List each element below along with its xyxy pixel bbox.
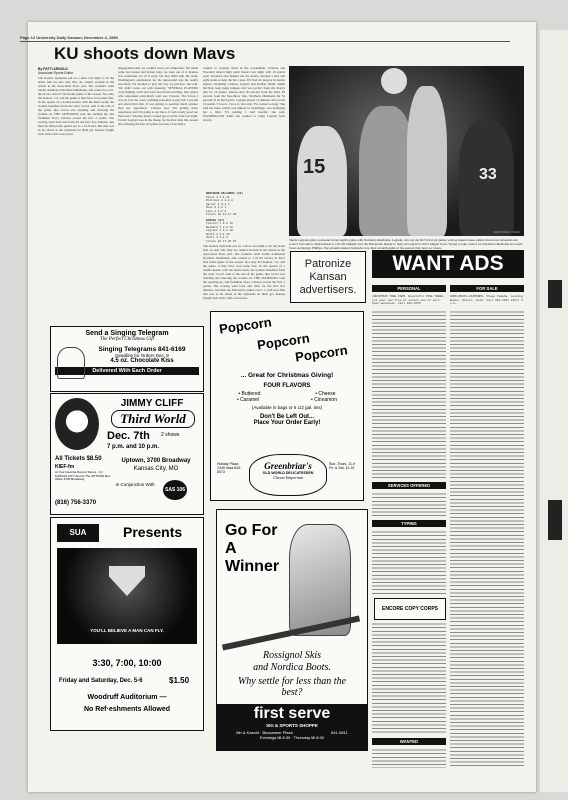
store-phone: 841-0811 xyxy=(331,730,348,735)
holiday-plaza: Holiday Plaza xyxy=(217,462,239,466)
ad-pitch: Why settle for less than the best? xyxy=(237,676,347,698)
telegram-phone: Singing Telegrams 841-6169 xyxy=(98,346,186,353)
box-score-row: Moss 3 1-2 7 xyxy=(206,206,227,209)
singer-illustration xyxy=(57,347,85,379)
box-score-row: Lane 2 2-3 6 xyxy=(206,209,227,213)
box-score-row: Smith 3 4-4 10 xyxy=(206,232,230,236)
show-venue: Woodruff Auditorium — xyxy=(87,694,167,701)
box-office-phone: (816) 756-3370 xyxy=(55,500,97,506)
article-column-1: The Kansas Jayhawks put on a show last night to let the home folk see just why they are ranked seventh in the nation in the Associated Press poll. The women's team totally dominated Northern Oklahoma, and coasted to a 97-49 victory in KU's first home game of the season. Not only did Kansas, 7-0, win the game, it may have won some fans. In the opener of a double-header with the men's team, the women benefited from the early crowd. And at the end of the game, that crowd was standing and cheering the women on. THE JAYHAWKS took the opening tip, and freshman Tracy Claxton scored the first 2 points. The scoring went back and forth for the first few minutes, and then the Mavericks pulled out to a 14-8 lead. But that was as far ahead as the Jayhawks let them get. Kansas fought back with a full-court press. xyxy=(38,76,114,136)
popcorn-word: Popcorn xyxy=(294,342,349,365)
popcorn-word: Popcorn xyxy=(218,314,273,337)
sua-films-logo: SUA xyxy=(57,524,99,542)
movie-tagline: YOU'LL BELIEVE A MAN CAN FLY. xyxy=(90,628,164,633)
classified-column-1b xyxy=(372,492,446,518)
classified-sample-text: GOOD—MUSIC—DIAMONDS. Cheap Yamaha. Looking Books. Silver, Gold. Call 864-2031 after 5 p.m. xyxy=(450,295,523,306)
box-score-row: Totals 40 17-25 97 xyxy=(206,239,237,243)
classified-sample-text: CHRISTMAS TREE FARM. Beautiful PINE TREES, cut your own tree or select one of ours. Open weekends. Call 842-4555. xyxy=(372,295,445,306)
player-figure xyxy=(359,106,414,236)
popcorn-wordmark-group xyxy=(211,312,363,372)
ticket-outlets: At Your Favorite Record Stores · KJ KANSAS CITY And At The UPTOWN Box Office 3700 Broadway xyxy=(55,470,111,482)
classified-column-1e xyxy=(372,748,446,768)
telegram-title: Send a Singing Telegram xyxy=(85,330,169,337)
box-score xyxy=(206,192,286,243)
concert-date: Dec. 7th xyxy=(107,430,150,442)
folio-rule xyxy=(20,41,510,42)
adjacent-page-ad-strip xyxy=(548,280,562,308)
classified-section-typing: TYPING xyxy=(372,520,446,527)
deli-subtitle: OLD WORLD DELICATESSEN xyxy=(262,471,314,475)
store-hours: Evenings till 8:30 · Thursday till 8:30 xyxy=(259,735,325,740)
classified-section-wanted: WANTED xyxy=(372,738,446,745)
popcorn-ad xyxy=(210,311,364,501)
jimmy-cliff-concert-ad xyxy=(50,393,204,515)
deli-tagline: Cheese Emporium xyxy=(273,475,303,480)
telegram-chocolate: 4.5 oz. Chocolate Kiss xyxy=(110,358,174,364)
venue-name: Uptown, 3700 Broadway xyxy=(121,458,191,464)
conjunction-text: In Conjunction With xyxy=(115,482,155,487)
dont-be-left-out: Don't Be Left Out... xyxy=(259,414,315,420)
telegram-delivered-banner: Delivered With Each Order xyxy=(55,367,199,375)
flavor-item: • Buttered xyxy=(238,391,261,397)
box-score-row: Phillips 3 2-2 8 xyxy=(206,199,233,202)
performer-portrait xyxy=(55,398,99,450)
patronize-text: Patronize Kansan advertisers. xyxy=(299,258,357,296)
singing-telegram-ad xyxy=(50,326,204,392)
box-score-row: Scott 4 1-2 9 xyxy=(206,236,228,239)
player-figure xyxy=(297,126,347,236)
classified-column-1c xyxy=(372,530,446,596)
flavor-item: • Caramel xyxy=(237,397,260,403)
byline-role: Associate Sports Editor xyxy=(38,71,74,75)
brand-line-1: Rossignol Skis xyxy=(262,650,322,661)
store-subtitle: SKI & SPORTS SHOPPE xyxy=(266,723,318,728)
box-score-row: Legrant 4 2-2 10 xyxy=(206,229,233,232)
no-refreshments-note: No Ref·eshments Allowed xyxy=(83,706,171,713)
adjacent-page-edge xyxy=(540,30,568,792)
box-score-title: NORTHERN OKLAHOMA (49) xyxy=(206,192,243,195)
presents-text: Presents xyxy=(123,524,183,540)
store-hours: Sun.-Thurs. 11-9 Fri. & Sat. 11-10 xyxy=(329,462,356,470)
classified-section-services: SERVICES OFFERED xyxy=(372,482,446,489)
encore-copy-name: ENCORE COPY CORPS xyxy=(381,606,439,612)
superman-movie-poster xyxy=(57,548,197,644)
telegram-deadline: Deadline for Orders Dec. 9 xyxy=(115,353,169,358)
jersey-number: 33 xyxy=(479,166,497,183)
ad-headline: Go For A Winner xyxy=(225,522,280,575)
adjacent-page-ad-strip xyxy=(548,500,562,540)
classified-column-2 xyxy=(450,310,524,768)
flavor-row xyxy=(211,397,363,403)
box-score-row: Harper 2 0-1 4 xyxy=(206,202,230,206)
article-column-3: wanted to surprise them in the tournament. Claxton and Woodard shared high point honors last night with 16 points each. Woodard also handed out six assists, blocked a shot and eight steals to help the KU cause. KU had six players in double figures, including Claxton, Legrant and Robbie Smith. Smith hit three long range jumpers and was perfect from the charity line for 10 points. Kansas shot 50 percent from the field, 69 percent from the free-throw line. Northern Oklahoma hit 34 percent of its field goals. Legrant played 12 minutes and scored 10 points. 'I love it, I love it,' she said. 'I've waited so long.' She said her knee, which was injured in scrimmage, was bothering her a little. 'It's nothing I can't handle,' she said. WASHINGTON SAID she wanted to bring Legrant back slowly. xyxy=(203,66,285,122)
telegram-subtitle: The Perfect Christmas Gift xyxy=(99,337,155,342)
store-name: first serve xyxy=(253,705,331,722)
classified-section-for-sale: FOR SALE xyxy=(450,285,524,292)
first-serve-ski-ad xyxy=(216,509,368,751)
store-banner xyxy=(217,704,367,750)
deli-logo xyxy=(249,454,327,496)
want-ads-heading: WANT ADS xyxy=(372,250,524,278)
radio-station: KIEF-fm xyxy=(55,464,75,470)
flavor-item: • Cinnamon xyxy=(311,397,337,403)
artist-name: JIMMY CLIFF xyxy=(120,398,184,409)
player-figure xyxy=(407,86,447,236)
sua-films-ad xyxy=(50,517,204,731)
brand-line-2: and Nordica Boots. xyxy=(253,662,331,673)
classified-section-personal: PERSONAL xyxy=(372,285,446,292)
encore-copy-ad xyxy=(374,598,446,620)
headline: KU shoots down Mavs xyxy=(54,44,236,63)
popcorn-tagline: ... Great for Christmas Giving! xyxy=(240,372,334,379)
article-column-3-continued: The Kansas Jayhawks put on a show last night to let the home folk see just why they are ranked seventh in the nation in the Associated Press poll. The women's team totally dominated Northern Oklahoma, and coasted to a 97-49 victory in KU's first home game of the season. Not only did Kansas, 7-0, win the game, it may have won some fans. In the opener of a double-header with the men's team, the women benefited from the early crowd. And at the end of the game, that crowd was standing and cheering the women on. THE JAYHAWKS took the opening tip, and freshman Tracy Claxton scored the first 2 points. The scoring went back and forth for the first few minutes, and then the Mavericks pulled out to a 14-8 lead. But that was as far ahead as the Jayhawks let them get. Kansas fought back with a full-court press. xyxy=(203,244,285,300)
box-score-row: KANSAS (97) xyxy=(206,218,225,222)
bag-availability: (Available in bags or 6 1/2 gal. tins) xyxy=(251,405,323,410)
ticket-price: All Tickets $8.50 xyxy=(55,456,102,462)
store-location xyxy=(217,462,247,474)
box-score-row: Woodard 7 2-3 16 xyxy=(206,225,233,229)
store-address: 6th & Kasold · Buccaneer Plaza xyxy=(236,730,293,735)
basketball xyxy=(381,68,407,94)
flavor-item: • Cheese xyxy=(315,391,336,397)
box-score-row: Claxton 7 2-2 16 xyxy=(206,222,233,225)
venue-city: Kansas City, MO xyxy=(133,466,179,472)
byline: By PATTI ARNOLD xyxy=(38,67,68,71)
flavors-title: FOUR FLAVORS xyxy=(263,383,311,389)
concert-shows: 2 shows xyxy=(161,432,180,438)
classified-column-1d xyxy=(372,622,446,734)
show-times: 3:30, 7:00, 10:00 xyxy=(92,658,162,668)
deli-name: Greenbriar's xyxy=(264,461,312,471)
superman-shield-icon xyxy=(109,566,145,596)
store-address: 2449 Iowa 843-8073 xyxy=(217,466,242,474)
popcorn-word: Popcorn xyxy=(256,330,311,353)
article-column-2: disappointed that we couldn't keep our composure. We made some bad passes and before long, we were out of it. Kansas was somewhat out of it early, but that didn't hurt the team. Washington's explanation for the turnaround was the team's execution. We decided to play the way we practice,' she said. 'We didn't come out with intensity.' SEVERAL PLAYERS were fighting colds and were tired from traveling. One player who responded particularly well was Claxton. The 6-foot-1 was all over the court, grabbing rebounds to give KU a second and often third shot. It was getting to position much quicker than my opposition,' Claxton said. 'I'm getting more experience and I'm going to get more. It feels really good out there now.' Another player looked good on the court last night. Evelyn Legrant was in the lineup for the first time this season after missing the first six games because of an injury. xyxy=(118,66,198,126)
ticket-price: $1.50 xyxy=(169,676,190,685)
patronize-box xyxy=(290,251,366,303)
jersey-number: 15 xyxy=(303,156,326,178)
sponsor-logo: SAS 106 xyxy=(163,480,187,500)
photo-caption: Sheila Legrant grabs a rebound in last night's game with Northern Oklahoma. Legrant, who sat out KU's first six games with an injured knee, pulled down four rebounds and scored 10 points to help Kansas to a 97-49 triumph over the Mavericks. Ready to help out Legrant is KU's Megan Scott. Trying to take control for Northern Oklahoma are Gayle Stout and Robyn Phillips. The seventh-ranked Jayhawks won their seventh game of the season; they have no losses. xyxy=(289,238,523,250)
classified-column-1a xyxy=(372,310,446,478)
page-folio: Page 12 University Daily Kansan, December 4, 1980 xyxy=(20,35,118,40)
box-score-row: Totals 19 11-17 49 xyxy=(206,213,237,216)
order-early: Place Your Order Early! xyxy=(253,420,321,426)
photo-credit: MARK FINLEY / STAFF xyxy=(493,231,520,234)
band-name: Third World xyxy=(111,410,195,428)
box-score-row: Stout 4 3-4 11 xyxy=(206,195,230,199)
concert-times: 7 p.m. and 10 p.m. xyxy=(107,444,160,450)
show-days: Friday and Saturday, Dec. 5-6 xyxy=(59,678,143,684)
basketball-photo xyxy=(289,66,524,236)
